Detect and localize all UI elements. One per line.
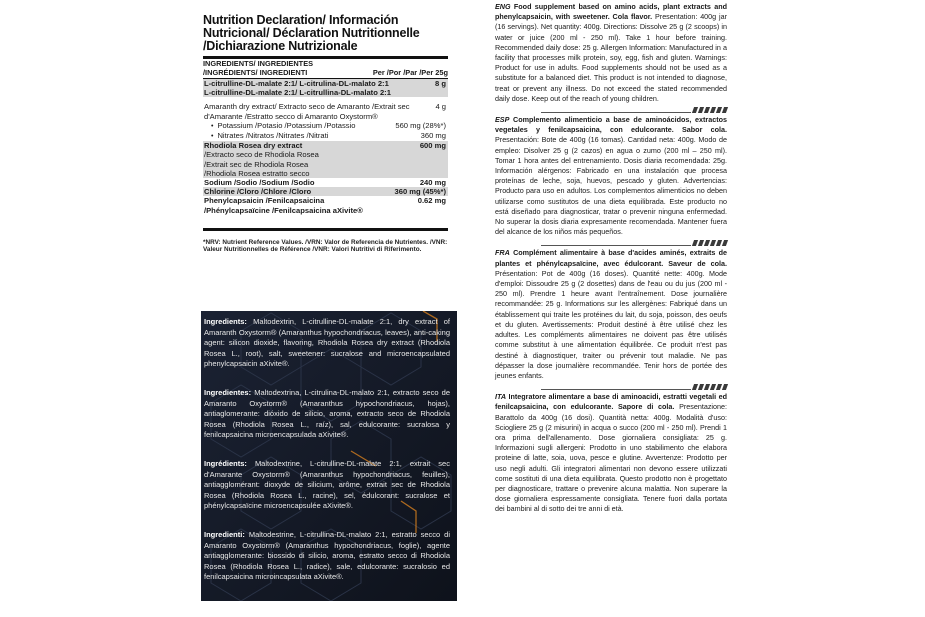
nutrition-title: Nutrition Declaration/ Información Nutricional/ Déclaration Nutritionnelle /Dichiarazione Nutrizionale	[203, 13, 420, 53]
table-row	[203, 160, 448, 169]
lang-code: ESP	[495, 115, 510, 125]
multilingual-info	[495, 2, 727, 515]
lang-heading: Integratore alimentare a base di aminoacidi, estratti vegetali ed fenilcapsaicina, con edulcorante. Sapore di cola.	[495, 392, 727, 412]
nutrition-panel	[203, 14, 448, 254]
row-value: 0.62 mg	[417, 196, 446, 206]
row-value: 600 mg	[419, 141, 446, 151]
ingredients-text: Maltodextrin, L-citrulline-DL-malate 2:1, dry extract of Amaranth Oxystorm® (Amaranthus hypochondriacus, leaves), anti-caking agent: silicon dioxide, flavoring, Rhodiola Rosea dry extract (Rhodiola Rosea L., root), salt, sweetener: sucralose and microencapsulated phenylcapsaicin aXivite®.	[204, 317, 450, 369]
lang-code: ENG	[495, 2, 511, 11]
row-label: Chlorine /Cloro /Chlore /Cloro	[204, 187, 312, 197]
row-label: /Extrait sec de Rhodiola Rosea	[204, 159, 309, 169]
ingredients-eng	[204, 317, 450, 370]
nutrition-table	[203, 56, 448, 231]
table-row	[203, 187, 448, 196]
row-label: Amaranth dry extract/ Extracto seco de Amaranto /Extrait sec d'Amarante /Estratto secco di Amaranto Oxystorm®	[204, 102, 410, 121]
section-divider	[495, 240, 727, 246]
row-value: 560 mg (28%*)	[395, 120, 446, 130]
row-label: L-citrulline-DL-malate 2:1/ L-citrulina-DL-malato 2:1	[204, 79, 389, 88]
ingredients-label: Ingredientes:	[204, 388, 252, 397]
nrv-footnote: *NRV: Nutrient Reference Values. /VRN: Valor de Referencia de Nutrientes. /VNR: Valeur Nutritionnelles de Référence /VNR: Valori Nutritivi di Riferimento.	[203, 238, 448, 254]
table-row	[203, 206, 448, 215]
row-label: /Extracto seco de Rhodiola Rosea	[204, 150, 319, 160]
lang-heading: Complemento alimenticio a base de aminoácidos, extractos vegetales y fenilcapsaicina, con edulcorante. Sabor cola.	[495, 115, 727, 135]
lang-code: FRA	[495, 248, 510, 258]
table-header-per-serving: Per /Por /Par /Per 25g	[372, 67, 448, 77]
row-value: 360 mg	[420, 131, 446, 141]
lang-text: Presentazione: Barattolo da 400g (16 dosi). Quantità netta: 400g. Modalità d'uso: Sciogliere 25 g (2 misurini) in acqua o succo (200 ml - 250 ml). Prendi 1 ora prima dell'allenamento. Dose giornaliera consigliata: 25 g. Informazioni sugli allergeni: Prodotto in uno stabilimento che elabora proteine di latte, soia, uova, pesce e glutine. Avvertenze: Prodotto per uso negli adulti. Gli integratori alimentari non devono essere utilizzati come sostituti di una dieta equilibrata. Questo prodotto non è progettato per diagnosticare, trattare o prevenire alcuna malattia. Non superare la dose giornaliera espressamente consigliata. Tenere fuori dalla portata dei bambini al di sotto dei tre anni di età.	[495, 402, 728, 514]
ingredients-fra	[204, 459, 450, 512]
table-row	[203, 88, 448, 97]
lang-heading: Food supplement based on amino acids, plant extracts and phenylcapsaicin, with sweetener. Cola flavor.	[495, 2, 727, 22]
row-label: • Nitrates /Nitratos /Nitrates /Nitrati	[211, 131, 421, 141]
lang-code: ITA	[495, 392, 507, 402]
row-label: /Phénylcapsaïcine /Fenilcapsaicina aXivite®	[204, 205, 363, 215]
lang-block-eng	[495, 2, 727, 104]
row-value: 360 mg (45%*)	[394, 187, 446, 197]
lang-text: Présentation: Pot de 400g (16 doses). Quantité nette: 400g. Mode d'emploi: Dissoudre 25 g (2 dosettes) dans de l'eau ou du jus (200 ml - 250 ml). Prendre 1 heure avant l'entraînement. Dose journalière recommandée: 25 g. Informations sur les allergènes: Fabriqué dans un établissement qui traite les protéines du lait, du soja, poisson, des oeufs et du gluten. Avertissements: Produit destiné à être utilisé chez les adultes. Les compléments alimentaires ne doivent pas être utilisés comme substitut à une alimentation équilibrée. Ce produit n'est pas destiné à diagnostiquer, traiter ou prévenir tout maladie. Ne pas dépasser la dose journalière recommandée. Tenir hors de portée des jeunes enfants.	[495, 268, 727, 380]
table-header	[203, 59, 448, 79]
lang-block-fra	[495, 248, 727, 381]
table-row	[203, 178, 448, 187]
row-label: /Rhodiola Rosea estratto secco	[204, 168, 310, 178]
lang-text: Presentación: Bote de 400g (16 tomas). Cantidad neta: 400g. Modo de empleo: Disolver 25 g (2 cazos) en agua o zumo (200 ml – 250 ml). Tomar 1 hora antes del entrenamiento. Dosis diaria recomendada: 25g. Información alérgenos: Fabricado en una instalación que procesa proteínas de leche, soja, huevos, pescado y gluten. Advertencias: Producto para uso en adultos. Los complementos alimenticios no deben utilizarse como sustitutos de una dieta equilibrada. Este producto no está diseñado para diagnosticar, tratar o prevenir ninguna enfermedad. No superar la dosis diaria expresamente recomendada. Mantener fuera del alcance de los niños más pequeños.	[495, 135, 727, 237]
ingredients-text: Maltodestrine, L-citrullina-DL-malato 2:1, estratto secco di Amaranto Oxystorm® (Amaranthus hypochondriacus, foglie), agente antiagglomerante: biossido di silicio, aroma, estratto secco di Rhodiola Rosea (Rhodiola Rosea L., radice), sale, edulcorante: sucralosio ed fenilcapsaicina microincapsulata aXivite®.	[204, 530, 451, 582]
section-divider	[495, 107, 727, 113]
row-label: Rhodiola Rosea dry extract	[204, 141, 303, 151]
row-value: 4 g	[435, 102, 446, 112]
ingredients-label: Ingredients:	[204, 317, 247, 326]
ingredients-label: Ingrédients:	[204, 459, 247, 468]
row-label: • Potassium /Potasio /Potassium /Potassio	[211, 121, 395, 131]
table-row	[203, 150, 448, 159]
table-row	[203, 169, 448, 178]
table-header-ingredients: INGREDIENTS/ INGREDIENTES /INGRÉDIENTS/ INGREDIENTI	[203, 59, 314, 77]
table-row	[203, 79, 448, 88]
lang-text: Presentation: 400g jar (16 servings). Net quantity: 400g. Directions: Dissolve 25 g (2 scoops) in water or juice (200 ml - 250 ml). Take 1 hour before training. Recommended daily dose: 25 g. Allergen Information: Manufactured in a facility that processes milk protein, soy, egg, fish and gluten. Warnings: Product for use in adults. Food supplements should not be used as a substitute for a balanced diet. This product is not intended to diagnose, treat or prevent any illness. Do not exceed the stated recommended daily dose. Keep out of the reach of young children.	[495, 12, 728, 103]
table-row	[203, 196, 448, 205]
lang-heading: Complément alimentaire à base d'acides aminés, extraits de plantes et phénylcapsaïcine, avec édulcorant. Saveur de cola.	[495, 248, 728, 268]
row-label: Phenylcapsaicin /Fenilcapsaicina	[204, 196, 325, 206]
ingredients-panel	[201, 311, 457, 601]
ingredients-text: Maltodextrine, L-citrulline-DL-malate 2:1, extrait sec d'Amarante Oxystorm® (Amaranthus hypochondriacus, feuilles), antiagglomérant: dioxyde de silicium, arôme, extrait sec de Rhodiola Rosea (Rhodiola Rosea L., racine), sel, édulcorant: sucralose et phénylcapsaïcine microencapsulée aXivite®.	[204, 459, 450, 511]
lang-block-esp	[495, 115, 727, 237]
table-bottom-rule	[203, 228, 448, 231]
row-label: Sodium /Sodio /Sodium /Sodio	[204, 178, 315, 188]
ingredients-text: Maltodextrina, L-citrulina-DL-malato 2:1, extracto seco de Amaranto Oxystorm® (Amaranthus hypochondriacus, hojas), antiaglomerante: dióxido de silicio, aroma, extracto seco de Rhodiola Rosea (Rhodiola Rosea L., raíz), sal, edulcorante: sucralosa y fenilcapsaicina microencapsulada aXivite®.	[204, 388, 450, 440]
row-value: 240 mg	[419, 178, 446, 188]
section-divider	[495, 384, 727, 390]
ingredients-label: Ingredienti:	[204, 530, 245, 539]
row-value: 8 g	[435, 79, 446, 88]
lang-block-ita	[495, 392, 727, 514]
table-row	[203, 121, 448, 131]
ingredients-esp	[204, 388, 450, 441]
table-row	[203, 102, 448, 120]
row-label: L-citrulline-DL-malate 2:1/ L-citrullina-DL-malato 2:1	[204, 88, 391, 98]
table-row	[203, 131, 448, 141]
table-row	[203, 141, 448, 150]
ingredients-ita	[204, 530, 450, 583]
